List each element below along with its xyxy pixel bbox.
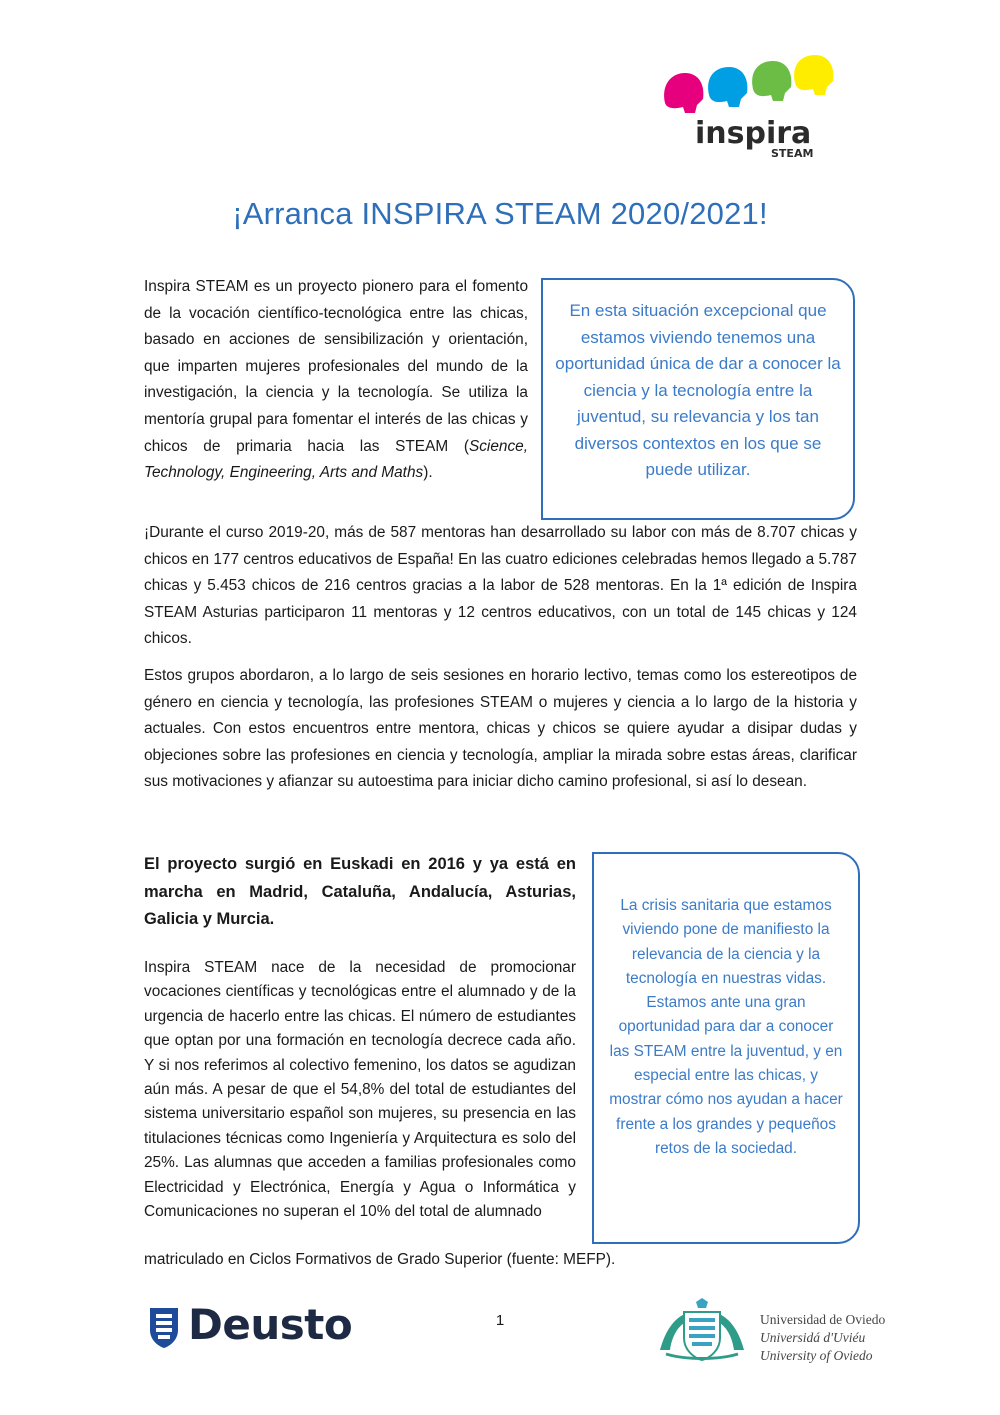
callout-2-text: La crisis sanitaria que estamos viviendo pone de manifiesto la relevancia de la ciencia y la tecnología en nuestras vidas. Estamos ante una gran oportunidad para dar a conocer las STEAM entre la juventud, y en especial entre las chicas, y mostrar cómo nos ayudan a hacer frente a los grandes y pequeños retos de la sociedad. — [609, 897, 843, 1157]
intro-emphasis: Science, Technology, Engineering, Arts and Maths — [144, 437, 528, 482]
deusto-logo — [148, 1300, 353, 1354]
uniovi-seal-icon — [656, 1298, 748, 1364]
callout-1-text: En esta situación excepcional que estamos viviendo tenemos una oportunidad única de dar a conocer la ciencia y la tecnología entre la juventud, su relevancia y los tan diversos contextos en los que se puede utilizar. — [555, 301, 841, 479]
page-title: ¡Arranca INSPIRA STEAM 2020/2021! — [232, 196, 768, 231]
uniovi-name-es: Universidad de Oviedo — [760, 1312, 886, 1327]
uniovi-name-en: University of Oviedo — [760, 1348, 873, 1363]
origin-paragraph-end: matriculado en Ciclos Formativos de Grado Superior (fuente: MEFP). — [144, 1251, 616, 1268]
origin-paragraph: Inspira STEAM nace de la necesidad de promocionar vocaciones científicas y tecnológicas entre el alumnado y de la urgencia de hacerlo entre las chicas. El número de estudiantes que optan por una formación en tecnología decrece cada año. Y si nos referimos al colectivo femenino, los datos se agudizan aún más. A pesar de que el 54,8% del total de estudiantes del sistema universitario español son mujeres, su presencia en las titulaciones técnicas como Ingeniería y Arquitectura es solo del 25%. Las alumnas que acceden a familias profesionales como Electricidad y Electrónica, Energía y Agua o Informática y Comunicaciones no superan el 10% del total de alumnado — [144, 959, 576, 1221]
intro-paragraph — [144, 274, 528, 487]
inspira-steam-logo — [655, 55, 835, 165]
logo-subtext: STEAM — [771, 147, 814, 160]
stats-paragraph: ¡Durante el curso 2019-20, más de 587 mentoras han desarrollado su labor con más de 8.707 chicas y chicos en 177 centros educativos de España! En las cuatro ediciones celebradas hemos llegado a 5.787 chicas y 5.453 chicos de 216 centros gracias a la labor de 528 mentoras. En la 1ª edición de Inspira STEAM Asturias participaron 11 mentoras y 12 centros educativos, con un total de 145 chicas y 124 chicos. — [144, 524, 857, 648]
callout-box-1 — [541, 278, 855, 520]
groups-paragraph: Estos grupos abordaron, a lo largo de seis sesiones en horario lectivo, temas como los estereotipos de género en ciencia y tecnología, las profesiones STEAM o mujeres y ciencia a lo largo de la historia y actuales. Con estos encuentros entre mentora, chicas y chicos se quiere ayudar a disipar dudas y objeciones sobre las profesiones en ciencia y tecnología, ampliar la mirada sobre estas áreas, clarificar sus motivaciones y afianzar su autoestima para iniciar dicho camino profesional, si así lo desean. — [144, 667, 857, 791]
intro-text-end: ). — [423, 464, 433, 482]
deusto-shield-icon — [148, 1306, 180, 1350]
callout-box-2 — [592, 852, 860, 1244]
deusto-wordmark: Deusto — [188, 1300, 353, 1349]
uniovi-name-ast: Universidá d'Uviéu — [760, 1330, 866, 1345]
uniovi-name — [760, 1311, 940, 1365]
logo-text: inspira — [695, 116, 812, 151]
section-heading: El proyecto surgió en Euskadi en 2016 y ya está en marcha en Madrid, Cataluña, Andalucía, Asturias, Galicia y Murcia. — [144, 855, 576, 928]
intro-text: Inspira STEAM es un proyecto pionero para el fomento de la vocación científico-tecnológica entre las chicas, basado en acciones de sensibilización y orientación, que imparten mujeres profesionales del mundo de la investigación, la ciencia y la tecnología. Se utiliza la mentoría grupal para fomentar el interés de las chicas y chicos de primaria hacia las STEAM ( — [144, 278, 528, 455]
heads-icon — [664, 55, 833, 113]
page-number: 1 — [495, 1312, 505, 1329]
